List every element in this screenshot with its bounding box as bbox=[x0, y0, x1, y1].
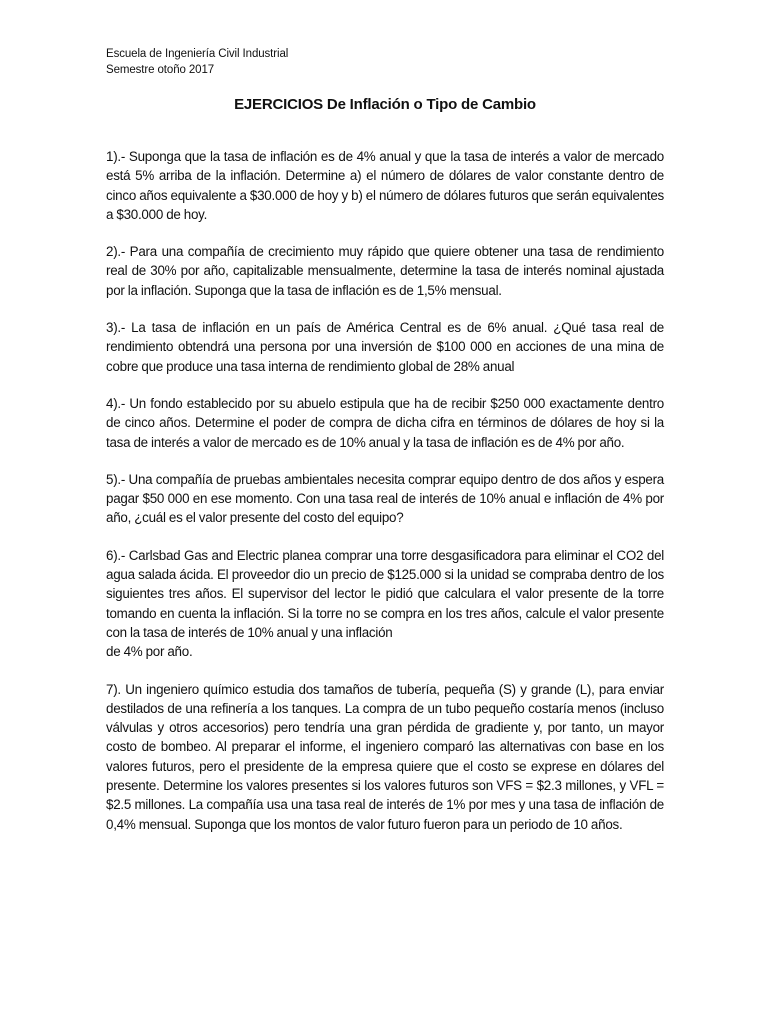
exercise-2: 2).- Para una compañía de crecimiento muy rápido que quiere obtener una tasa de rendimiento real de 30% por año, capitalizable mensualmente, determine la tasa de interés nominal ajustada por la inflación. Suponga que la tasa de inflación es de 1,5% mensual. bbox=[106, 244, 664, 298]
exercise-1: 1).- Suponga que la tasa de inflación es de 4% anual y que la tasa de interés a valor de mercado está 5% arriba de la inflación. Determine a) el número de dólares de valor constante dentro de cinco años equivalente a $30.000 de hoy y b) el número de dólares futuros que serán equivalentes a $30.000 de hoy. bbox=[106, 149, 664, 222]
exercise-4: 4).- Un fondo establecido por su abuelo estipula que ha de recibir $250 000 exactamente dentro de cinco años. Determine el poder de compra de dicha cifra en términos de dólares de hoy si la tasa de interés a valor de mercado es de 10% anual y la tasa de inflación es de 4% por año. bbox=[106, 395, 664, 450]
exercise-7: 7). Un ingeniero químico estudia dos tamaños de tubería, pequeña (S) y grande (L), para enviar destilados de una refinería a los tanques. La compra de un tubo pequeño costaría menos (incluso válvulas y otros accesorios) pero tendría una gran pérdida de gradiente y, por tanto, un mayor costo de bombeo. Al preparar el informe, el ingeniero comparó las alternativas con base en los valores futuros, pero el presidente de la empresa quiere que el costo se exprese en dólares del presente. Determine los valores presentes si los valores futuros son VFS = $2.3 millones, y VFL = $2.5 millones. La compañía usa una tasa real de interés de 1% por mes y una tasa de inflación de 0,4% mensual. Suponga que los montos de valor futuro fueron para un periodo de 10 años. bbox=[106, 681, 664, 832]
exercise-6-body: 6).- Carlsbad Gas and Electric planea comprar una torre desgasificadora para eliminar el CO2 del agua salada ácida. El proveedor dio un precio de $125.000 si la unidad se compraba dentro de los siguientes tres años. El supervisor del lector le pidió que calculara el valor presente de la torre tomando en cuenta la inflación. Si la torre no se compra en los tres años, calcule el valor presente con la tasa de interés de 10% anual y una inflación bbox=[106, 547, 664, 640]
exercise-6 bbox=[106, 546, 664, 662]
semester-label: Semestre otoño 2017 bbox=[106, 64, 215, 76]
school-name: Escuela de Ingeniería Civil Industrial bbox=[106, 48, 289, 60]
exercise-3: 3).- La tasa de inflación en un país de América Central es de 6% anual. ¿Qué tasa real de rendimiento obtendrá una persona por una inversión de $100 000 en acciones de una mina de cobre que produce una tasa interna de rendimiento global de 28% anual bbox=[106, 320, 664, 374]
exercise-6-tail: de 4% por año. bbox=[106, 644, 193, 660]
exercise-5: 5).- Una compañía de pruebas ambientales necesita comprar equipo dentro de dos años y espera pagar $50 000 en ese momento. Con una tasa real de interés de 10% anual e inflación de 4% por año, ¿cuál es el valor presente del costo del equipo? bbox=[106, 471, 664, 526]
page-title: EJERCICIOS De Inflación o Tipo de Cambio bbox=[234, 96, 536, 113]
